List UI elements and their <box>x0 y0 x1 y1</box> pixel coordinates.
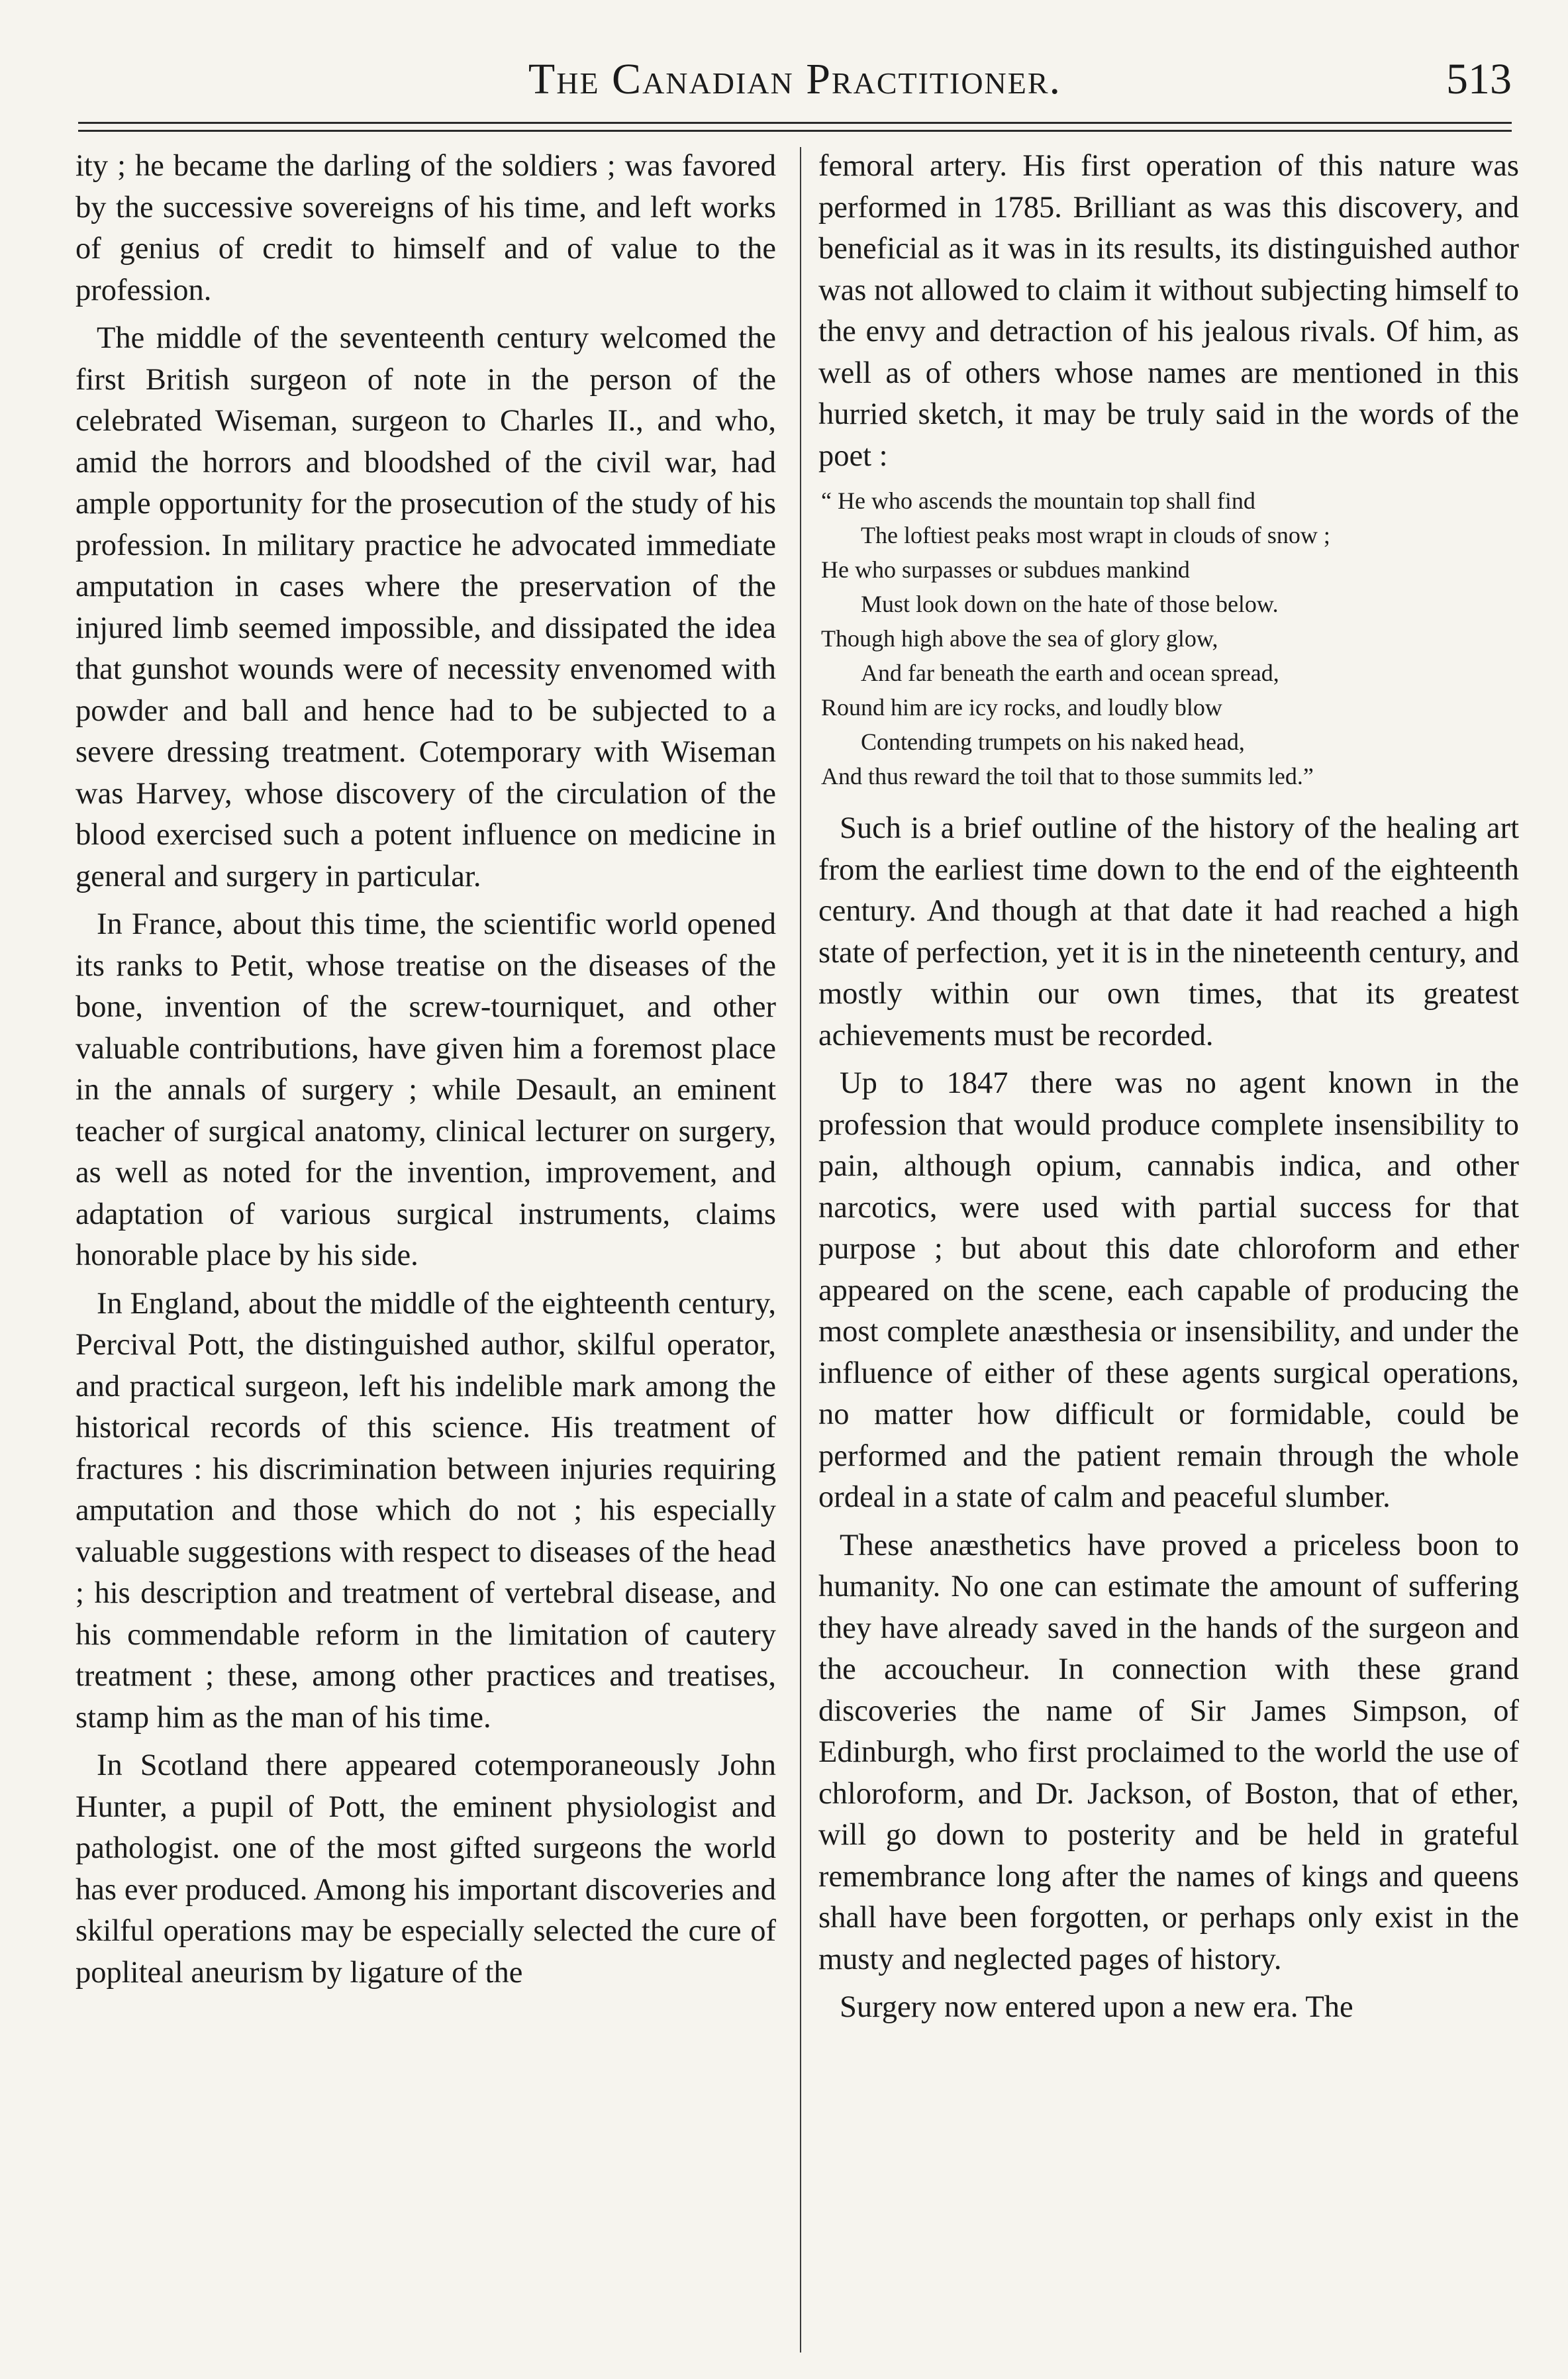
left-paragraph-2: The middle of the seventeenth century welcomed the first British surgeon of note in the person of the celebrated Wiseman, surgeon to Charles II., and who, amid the horrors and bloodshed of the civil war, had ample opportunity for the prosecution of the study of his profession. In military practice he advocated immediate amputation in cases where the preservation of the injured limb seemed impossible, and dissipated the idea that gunshot wounds were of necessity envenomed with powder and ball and hence had to be subjected to a severe dressing treatment. Cotemporary with Wiseman was Harvey, whose discovery of the circulation of the blood exercised such a potent influence on medicine in general and surgery in particular. <box>75 321 776 893</box>
right-column <box>818 146 1519 2035</box>
poem-line: And thus reward the toil that to those summits led.” <box>821 763 1314 789</box>
poem-line: Contending trumpets on his naked head, <box>861 729 1245 755</box>
left-column <box>75 146 776 2000</box>
page-number: 513 <box>1446 55 1512 103</box>
page-header <box>78 46 1512 113</box>
left-paragraph-5: In Scotland there appeared cotemporaneously John Hunter, a pupil of Pott, the eminent physiologist and pathologist. one of the most gifted surgeons the world has ever produced. Among his important discoveries and skilful operations may be especially selected the cure of popliteal aneurism by ligature of the <box>75 1748 776 1990</box>
left-paragraph-1: ity ; he became the darling of the soldiers ; was favored by the successive sovereigns of his time, and left works of genius of credit to himself and of value to the profession. <box>75 149 776 307</box>
poem-line: He who surpasses or subdues mankind <box>821 556 1190 583</box>
right-paragraph-1: Such is a brief outline of the history of the healing art from the earliest time down to the end of the eighteenth century. And though at that date it had reached a high state of perfection, yet it is in the nineteenth century, and mostly within our own times, that its greatest achievements must be recorded. <box>818 811 1519 1052</box>
poem-quotation <box>821 483 1519 793</box>
poem-line: Round him are icy rocks, and loudly blow <box>821 694 1222 721</box>
left-paragraph-4: In England, about the middle of the eighteenth century, Percival Pott, the distinguished author, skilful operator, and practical surgeon, left his indelible mark among the historical records of this science. His treatment of fractures : his discrimination between injuries requiring amputation and those which do not ; his especially valuable suggestions with respect to diseases of the head ; his description and treatment of vertebral disease, and his commendable reform in the limitation of cautery treatment ; these, among other practices and treatises, stamp him as the man of his time. <box>75 1286 776 1735</box>
left-paragraph-3: In France, about this time, the scientific world opened its ranks to Petit, whose treatise on the diseases of the bone, invention of the screw-tourniquet, and other valuable contributions, have given him a foremost place in the annals of surgery ; while Desault, an eminent teacher of surgical anatomy, clinical lecturer on surgery, as well as noted for the invention, improvement, and adaptation of various surgical instruments, claims honorable place by his side. <box>75 907 776 1272</box>
right-paragraph-2: Up to 1847 there was no agent known in the profession that would produce complete insensibility to pain, although opium, cannabis indica, and other narcotics, were used with partial success for that purpose ; but about this date chloroform and ether appeared on the scene, each capable of producing the most complete anæsthesia or insensibility, and under the influence of either of these agents surgical operations, no matter how difficult or formidable, could be performed and the patient remain through the whole ordeal in a state of calm and peaceful slumber. <box>818 1066 1519 1514</box>
header-rule-bottom <box>78 130 1512 132</box>
right-paragraph-intro: femoral artery. His first operation of this nature was performed in 1785. Brilliant as was this discovery, and beneficial as it was in its results, its distinguished author was not allowed to claim it without subjecting himself to the envy and detraction of his jealous rivals. Of him, as well as of others whose names are mentioned in this hurried sketch, it may be truly said in the words of the poet : <box>818 149 1519 473</box>
right-paragraph-3: These anæsthetics have proved a priceless boon to humanity. No one can estimate the amount of suffering they have already saved in the hands of the surgeon and the accoucheur. In connection with these grand discoveries the name of Sir James Simpson, of Edinburgh, who first proclaimed to the world the use of chloroform, and Dr. Jackson, of Boston, that of ether, will go down to posterity and be held in grateful remembrance long after the names of kings and queens shall have been forgotten, or perhaps only exist in the musty and neglected pages of history. <box>818 1528 1519 1976</box>
header-rule-top <box>78 122 1512 124</box>
poem-line: Must look down on the hate of those below. <box>861 591 1279 617</box>
poem-line: Though high above the sea of glory glow, <box>821 625 1218 652</box>
poem-line: “ He who ascends the mountain top shall find <box>821 487 1255 514</box>
poem-line: The loftiest peaks most wrapt in clouds of snow ; <box>861 522 1330 548</box>
column-divider <box>800 147 801 2353</box>
poem-line: And far beneath the earth and ocean spread, <box>861 660 1279 686</box>
running-title: The Canadian Practitioner. <box>528 55 1062 103</box>
right-paragraph-4: Surgery now entered upon a new era. The <box>840 1990 1353 2024</box>
